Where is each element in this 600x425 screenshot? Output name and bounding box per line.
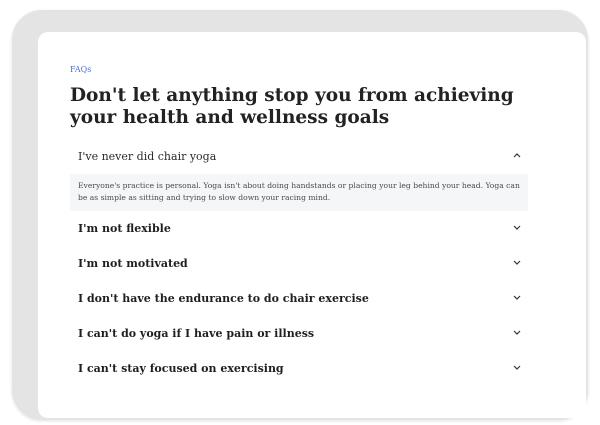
faq-question: I'm not flexible <box>78 222 171 235</box>
chevron-down-icon[interactable] <box>513 294 521 301</box>
device-screen <box>38 32 586 418</box>
chevron-down-icon[interactable] <box>513 224 521 231</box>
faq-item <box>70 139 528 211</box>
faq-accordion <box>70 139 528 386</box>
device-frame <box>12 10 588 420</box>
faq-question-toggle[interactable] <box>70 246 528 281</box>
faq-question: I've never did chair yoga <box>78 150 217 163</box>
faq-question-toggle[interactable] <box>70 281 528 316</box>
faq-question-toggle[interactable] <box>70 351 528 386</box>
faq-item <box>70 316 528 351</box>
faq-question: I'm not motivated <box>78 257 188 270</box>
faq-item <box>70 351 528 386</box>
chevron-down-icon[interactable] <box>513 329 521 336</box>
page-title: Don't let anything stop you from achieving your health and wellness goals <box>70 85 514 128</box>
faq-question: I don't have the endurance to do chair exercise <box>78 292 369 305</box>
faq-question-toggle[interactable] <box>70 211 528 246</box>
faq-question: I can't do yoga if I have pain or illness <box>78 327 315 340</box>
faq-item <box>70 246 528 281</box>
section-eyebrow: FAQs <box>70 65 92 74</box>
faq-item <box>70 211 528 246</box>
chevron-down-icon[interactable] <box>513 364 521 371</box>
faq-question-toggle[interactable] <box>70 316 528 351</box>
faq-question: I can't stay focused on exercising <box>78 362 284 375</box>
faq-answer: Everyone's practice is personal. Yoga isn't about doing handstands or placing your leg behind your head. Yoga can be as simple as sitting and trying to slow down your racing mind. <box>70 174 528 211</box>
chevron-down-icon[interactable] <box>513 259 521 266</box>
faq-item <box>70 281 528 316</box>
faq-question-toggle[interactable] <box>70 139 528 174</box>
chevron-up-icon[interactable] <box>513 152 521 159</box>
